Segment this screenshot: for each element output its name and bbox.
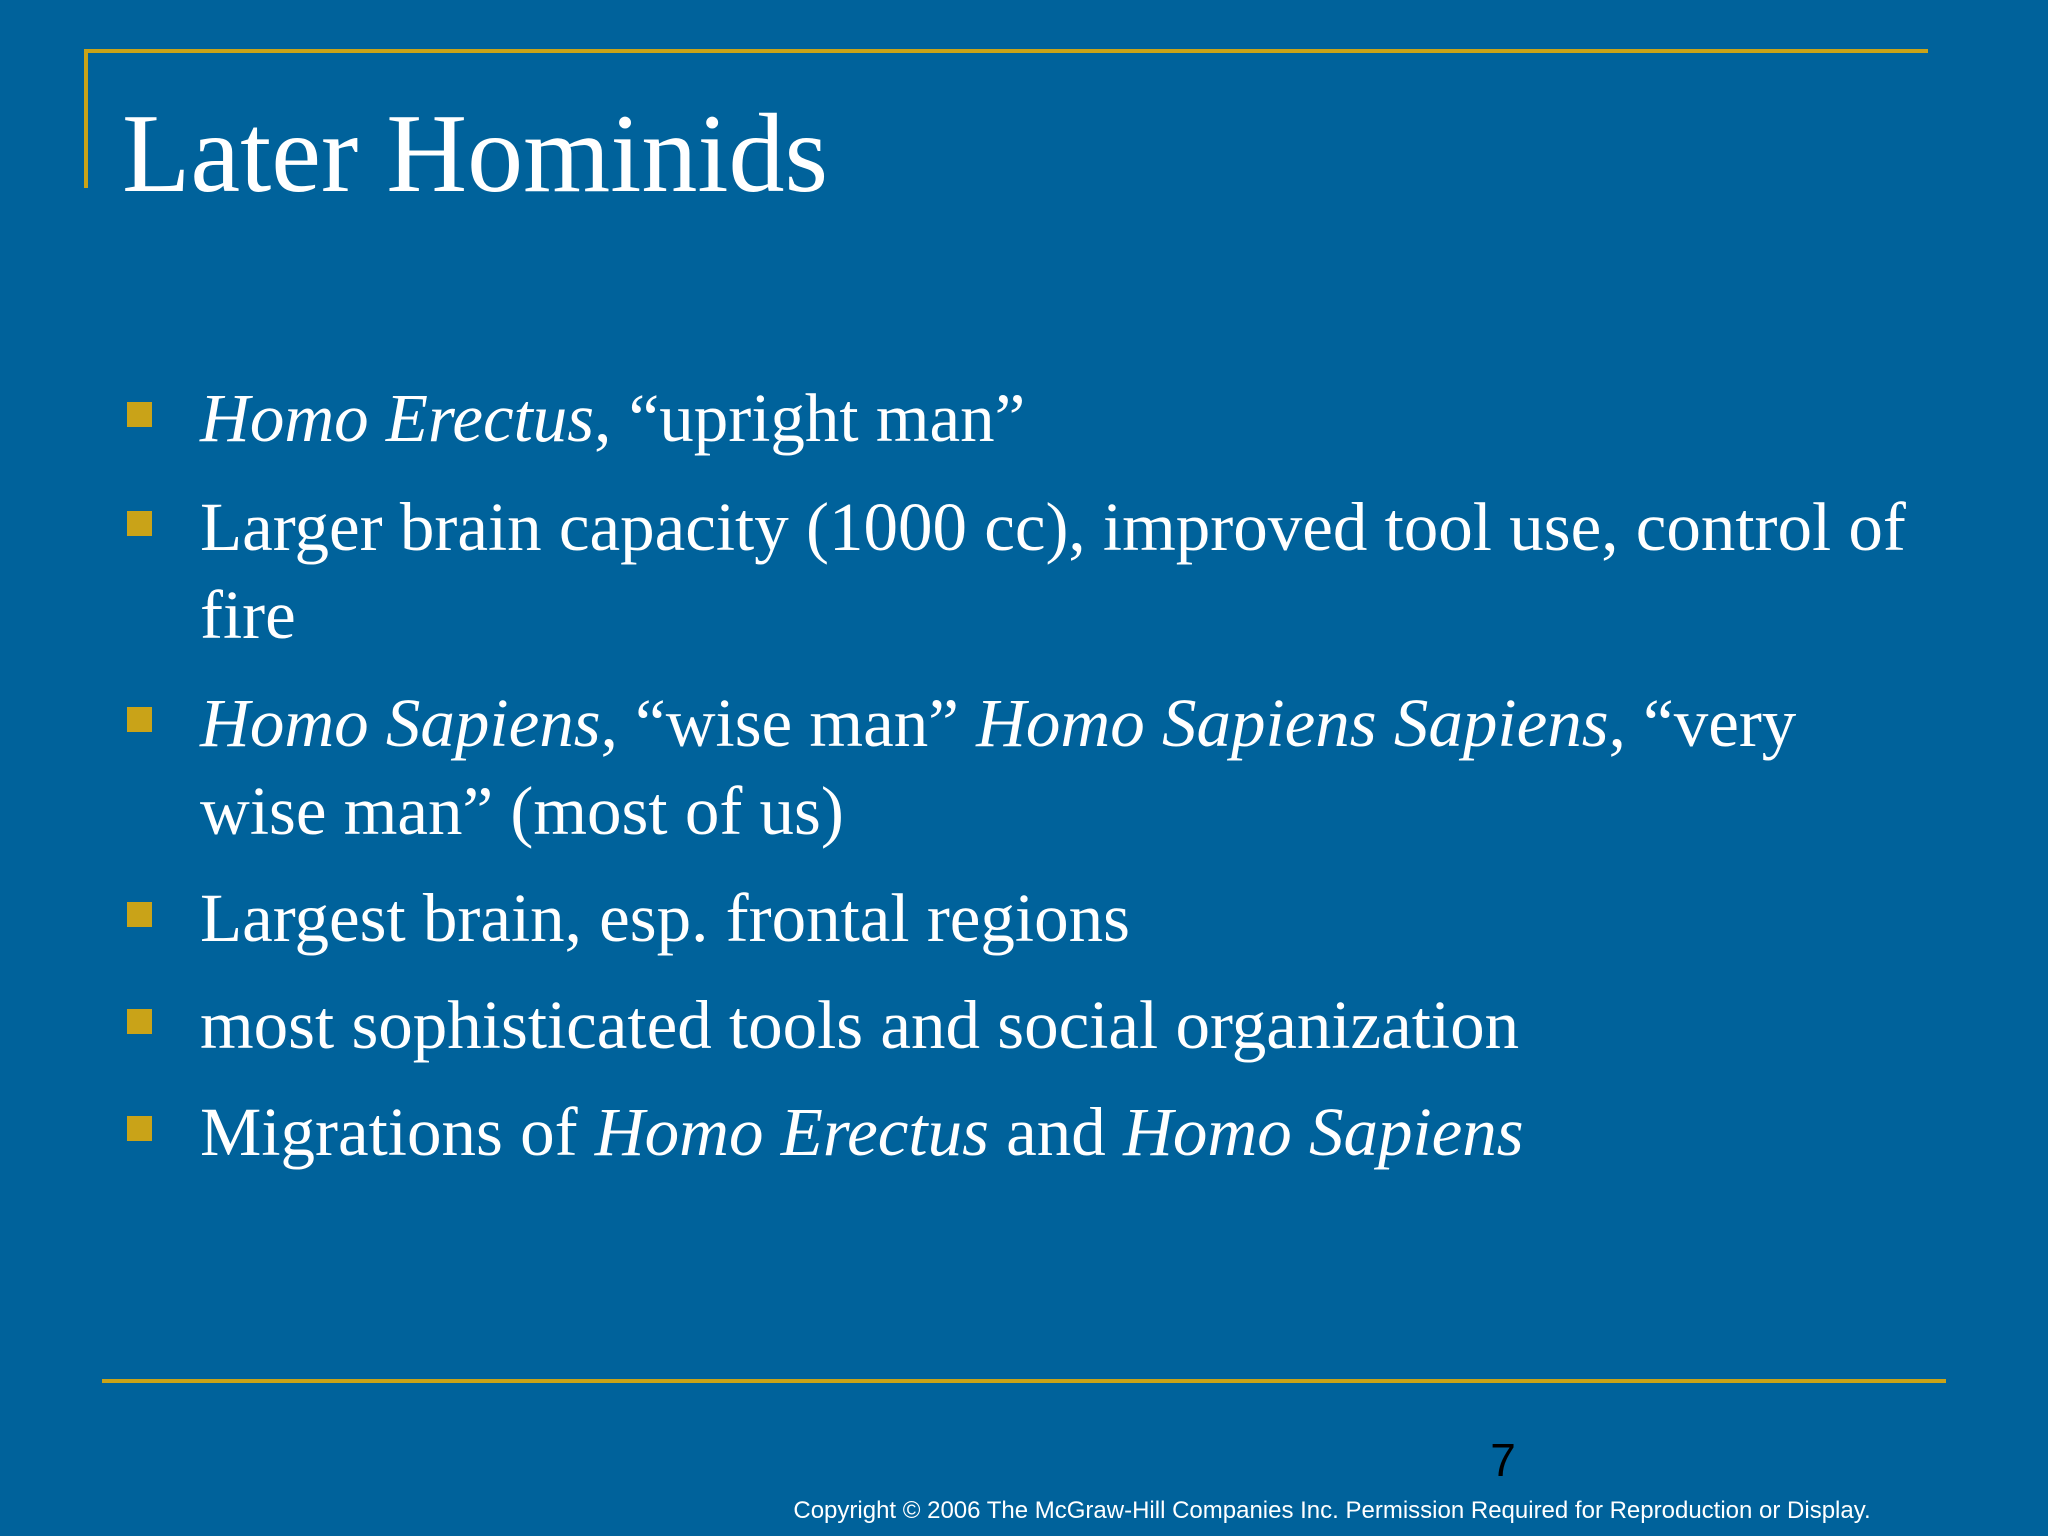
footer-rule — [102, 1379, 1946, 1383]
bullet-text — [200, 374, 1940, 462]
bullet-text-segment: , “very wise man” (most of us) — [200, 685, 1797, 849]
bullet-text-segment: Largest brain, esp. frontal regions — [200, 880, 1130, 956]
bullet-text-italic: Homo Erectus — [200, 380, 595, 456]
bullet-text — [200, 679, 1940, 855]
bullet-text-segment: Migrations of — [200, 1094, 595, 1170]
page-number: 7 — [1490, 1434, 1516, 1486]
bullet-text-italic: Homo Sapiens Sapiens — [976, 685, 1609, 761]
square-bullet-icon — [127, 902, 152, 927]
slide-title: Later Hominids — [122, 92, 829, 216]
bullet-text — [200, 874, 1940, 962]
title-frame-left-rule — [84, 49, 88, 188]
bullet-text-italic: Homo Erectus — [594, 1094, 989, 1170]
bullet-text — [200, 981, 1940, 1069]
bullet-text-segment: Larger brain capacity (1000 cc), improved tool use, control of fire — [200, 489, 1906, 653]
bullet-text-segment: most sophisticated tools and social organization — [200, 987, 1520, 1063]
square-bullet-icon — [127, 402, 152, 427]
title-frame-top-rule — [84, 49, 1928, 53]
bullet-text — [200, 1088, 1940, 1176]
square-bullet-icon — [127, 1116, 152, 1141]
copyright-notice — [0, 1496, 1871, 1526]
square-bullet-icon — [127, 707, 152, 732]
bullet-text-italic: Homo Sapiens — [1123, 1094, 1524, 1170]
square-bullet-icon — [127, 1009, 152, 1034]
bullet-text-italic: Homo Sapiens — [200, 685, 601, 761]
bullet-text-segment: , “wise man” — [600, 685, 977, 761]
square-bullet-icon — [127, 511, 152, 536]
bullet-text-segment: , “upright man” — [594, 380, 1026, 456]
copyright-text: Copyright © 2006 The McGraw-Hill Companies Inc. Permission Required for Reproduction or Display. — [793, 1497, 1871, 1524]
bullet-text — [200, 483, 1940, 659]
bullet-text-segment: and — [988, 1094, 1124, 1170]
